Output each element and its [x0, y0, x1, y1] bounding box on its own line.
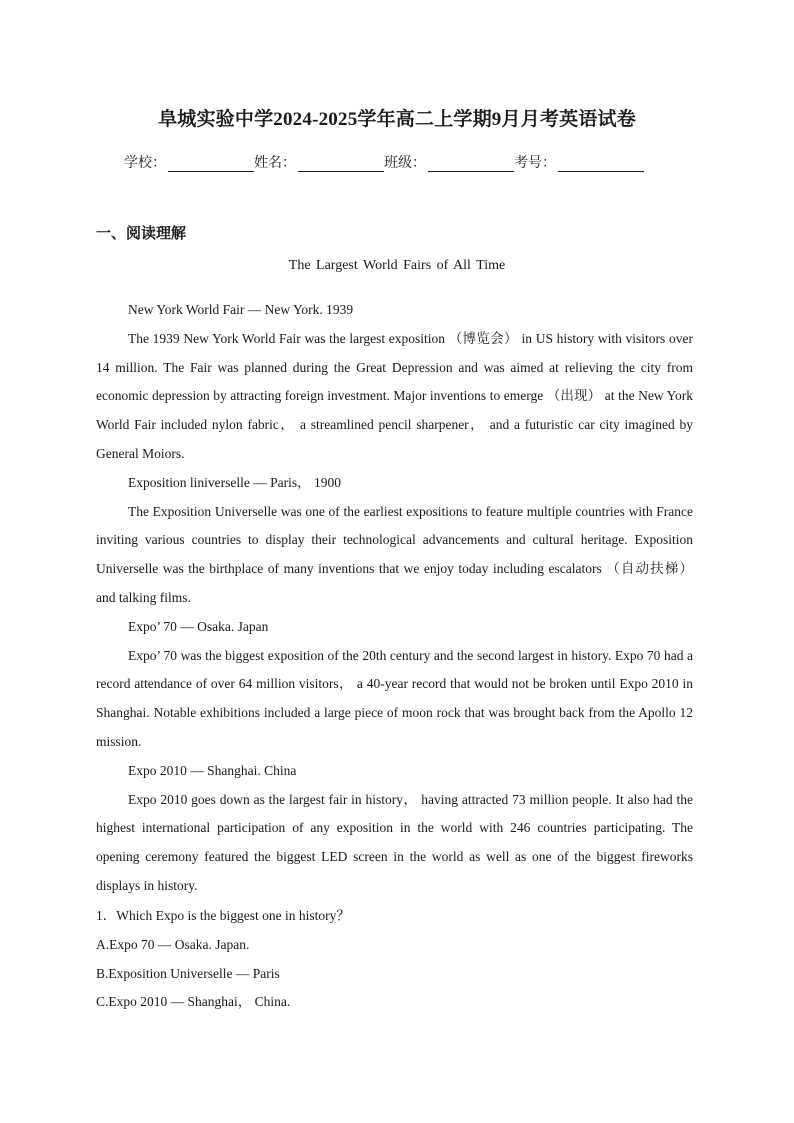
name-blank[interactable] — [298, 155, 384, 172]
question-stem: 1．Which Expo is the biggest one in history？ — [96, 908, 350, 923]
passage-paragraph: The 1939 New York World Fair was the largest exposition （博览会） in US history with visitors over 14 million. The Fair was planned during the Great Depression and was aimed at relieving the city from economic depression by attracting foreign investment. Major inventions to emerge （出现） at the New York World Fair included nylon fabric， a streamlined pencil sharpener， and a futuristic car city imagined by General Moiors. — [96, 330, 693, 461]
school-blank[interactable] — [168, 155, 254, 172]
info-field-school — [124, 152, 254, 172]
passage-paragraph: Expo’ 70 was the biggest exposition of the 20th century and the second largest in history. Expo 70 had a record attendance of over 64 million visitors， a 40-year record that would not be broken until Expo 2010 in Shanghai. Notable exhibitions included a large piece of moon rock that was brought back from the Apollo 12 mission. — [96, 647, 693, 749]
info-field-exam-number — [514, 152, 644, 172]
answer-option-c[interactable]: C.Expo 2010 — Shanghai， China. — [96, 994, 291, 1010]
passage-paragraph: Expo 2010 goes down as the largest fair in history， having attracted 73 million people. It also had the highest international participation of any exposition in the world with 246 countries participating. The opening ceremony featured the biggest LED screen in the world as well as one of the biggest fireworks displays in history. — [96, 791, 693, 893]
info-label: 班级： — [384, 156, 426, 171]
passage-paragraph: The Exposition Universelle was one of the earliest expositions to feature multiple countries with France inviting various countries to display their technological advancements and cultural heritage. Exposition Universelle was the birthplace of many inventions that we enjoy today including escalators （自动扶梯） and talking films. — [96, 503, 693, 605]
info-label: 学校： — [124, 156, 166, 171]
section-heading: 一、阅读理解 — [96, 226, 187, 242]
subsection-heading: New York World Fair — New York. 1939 — [128, 302, 354, 317]
info-label: 考号： — [514, 156, 556, 171]
student-info-line — [124, 152, 644, 172]
passage-title: The Largest World Fairs of All Time — [288, 258, 506, 273]
exam-number-blank[interactable] — [558, 155, 644, 172]
info-field-name — [254, 152, 384, 172]
passage-body — [96, 296, 693, 901]
subsection-heading: Exposition liniverselle — Paris， 1900 — [128, 474, 341, 490]
info-label: 姓名： — [254, 156, 296, 171]
answer-option-b[interactable]: B.Exposition Universelle — Paris — [96, 965, 280, 981]
subsection-heading: Expo 2010 — Shanghai. China — [128, 762, 297, 778]
info-field-class — [384, 152, 514, 172]
page-title: 阜城实验中学2024-2025学年高二上学期9月月考英语试卷 — [158, 109, 636, 130]
subsection-heading: Expo’ 70 — Osaka. Japan — [128, 618, 269, 634]
class-blank[interactable] — [428, 155, 514, 172]
answer-option-a[interactable]: A.Expo 70 — Osaka. Japan. — [96, 936, 250, 952]
question-block — [96, 902, 693, 1017]
